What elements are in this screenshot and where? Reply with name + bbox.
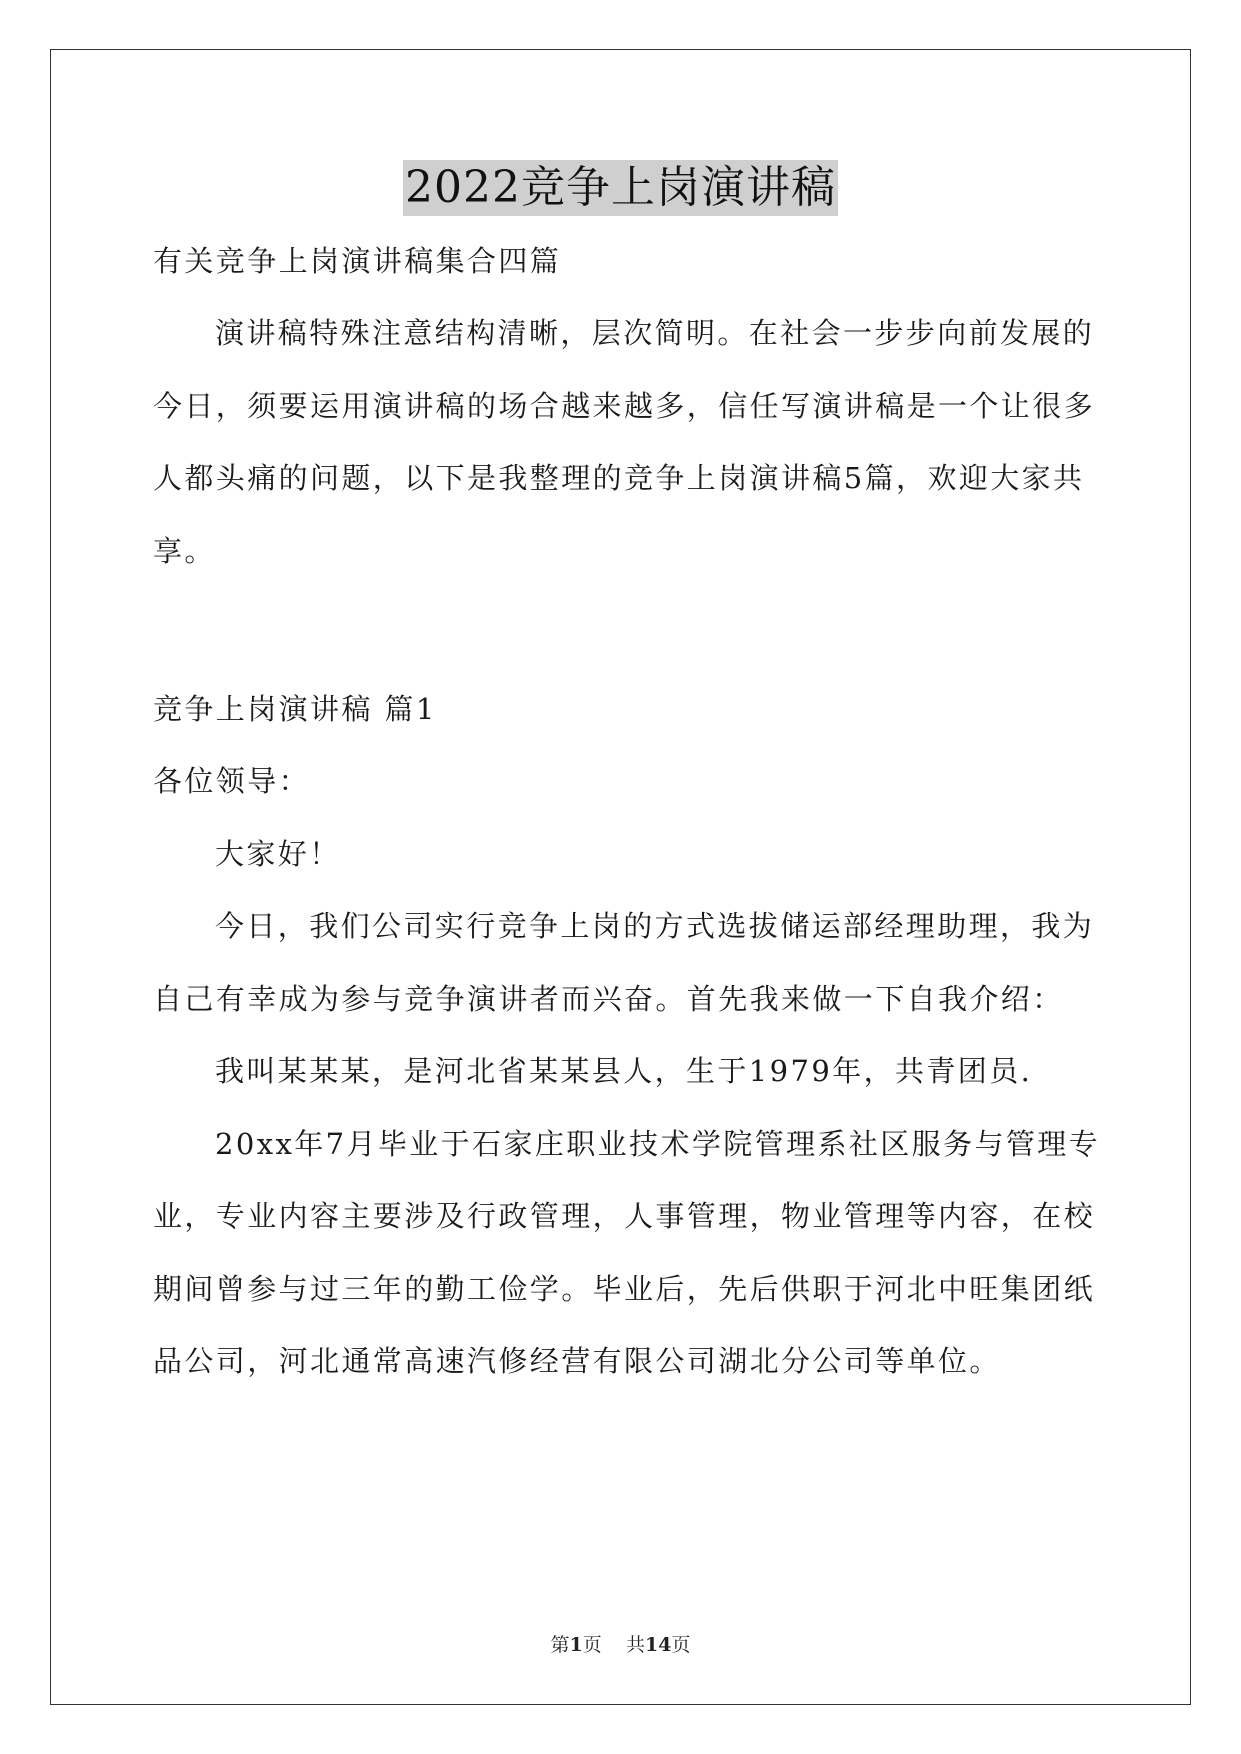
paragraph-line: 20xx年7月毕业于石家庄职业技术学院管理系社区服务与管理专 [215, 1127, 1101, 1161]
greeting: 大家好！ [215, 837, 341, 871]
footer-total-suffix: 页 [671, 1634, 691, 1656]
footer-page-prefix: 第 [550, 1634, 570, 1656]
document-title: 2022竞争上岗演讲稿 [403, 160, 838, 216]
paragraph-line: 演讲稿特殊注意结构清晰，层次简明。在社会一步步向前发展的 [215, 316, 1095, 350]
paragraph-line: 享。 [153, 534, 216, 568]
paragraph-line: 今日，须要运用演讲稿的场合越来越多，信任写演讲稿是一个让很多 [153, 389, 1096, 423]
paragraph-line: 期间曾参与过三年的勤工俭学。毕业后，先后供职于河北中旺集团纸 [153, 1272, 1096, 1306]
paragraph-line: 品公司，河北通常高速汽修经营有限公司湖北分公司等单位。 [153, 1344, 1001, 1378]
footer-page-number: 1 [569, 1634, 583, 1656]
paragraph-line: 业，专业内容主要涉及行政管理，人事管理，物业管理等内容，在校 [153, 1199, 1096, 1233]
subtitle-line: 有关竞争上岗演讲稿集合四篇 [153, 244, 562, 278]
footer-total-pages: 14 [644, 1634, 672, 1656]
page-footer [0, 1630, 1241, 1657]
paragraph-line: 我叫某某某，是河北省某某县人，生于1979年，共青团员. [215, 1054, 1033, 1088]
document-body [153, 0, 1101, 1600]
paragraph-line: 今日，我们公司实行竞争上岗的方式选拔储运部经理助理，我为 [215, 909, 1095, 943]
salutation: 各位领导： [153, 764, 311, 798]
footer-page-suffix: 页 [582, 1634, 602, 1656]
paragraph-line: 自己有幸成为参与竞争演讲者而兴奋。首先我来做一下自我介绍： [153, 982, 1064, 1016]
footer-total-prefix: 共 [625, 1634, 645, 1656]
section-heading: 竞争上岗演讲稿 篇1 [153, 692, 437, 726]
paragraph-line: 人都头痛的问题，以下是我整理的竞争上岗演讲稿5篇，欢迎大家共 [153, 461, 1085, 495]
